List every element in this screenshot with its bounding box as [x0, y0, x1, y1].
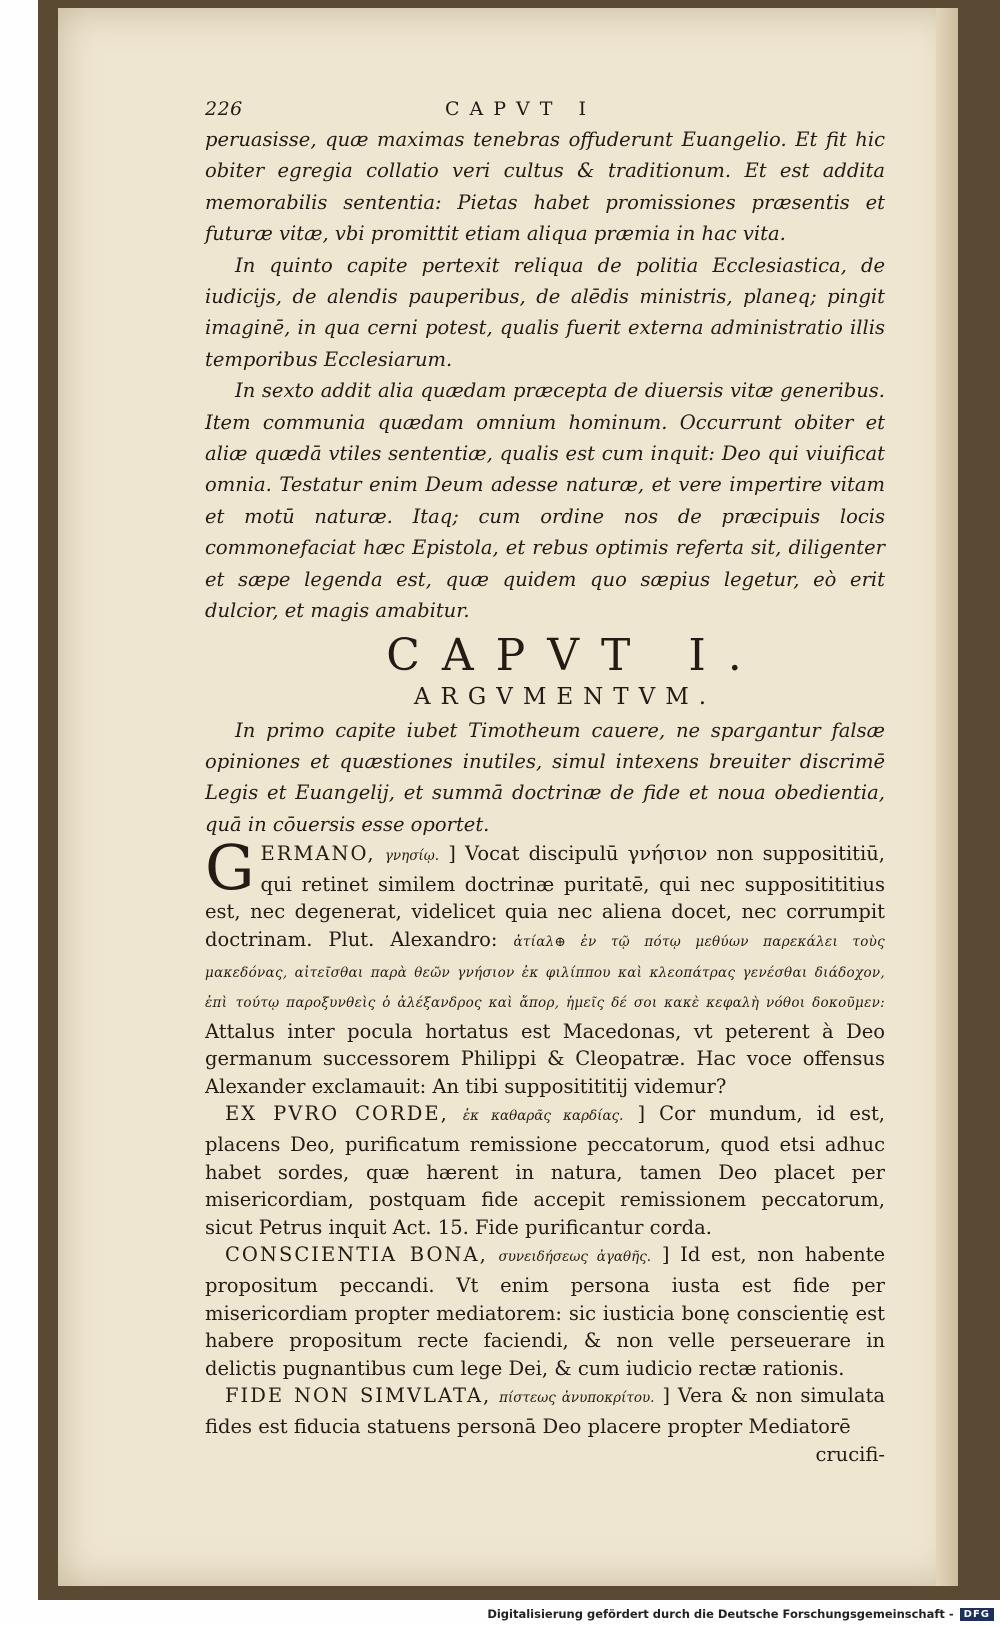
commentary-entry-conscientia-bona: [205, 1241, 885, 1382]
intro-paragraph-2: In quinto capite pertexit reliqua de politia Ecclesiastica, de iudicijs, de alendis pauperibus, de alēdis ministris, planeq; pingit imaginē, in qua cerni potest, qualis fuerit externa administratio illis temporibus Ecclesiarum.: [205, 253, 885, 371]
greek-gloss: γνησίῳ.: [384, 848, 439, 865]
argumentum-text: In primo capite iubet Timotheum cauere, ne spargantur falsæ opiniones et quæstiones inutiles, simul intexens breuiter discrimē Legis et Euangelij, et summā doctrinæ de fide et noua obedientia, quā in cōuersis esse oportet.: [205, 718, 885, 836]
greek-gloss: ἐκ καθαρᾶς καρδίας.: [462, 1108, 624, 1125]
intro-paragraph-1: peruasisse, quæ maximas tenebras offuderunt Euangelio. Et fit hic obiter egregia collatio veri cultus & traditionum. Et est addita memorabilis sententia: Pietas habet promissiones præsentis et futuræ vitæ, vbi promittit etiam aliqua præmia in hac vita.: [205, 128, 885, 246]
digitization-footer: [0, 1603, 1000, 1625]
footer-credit: Digitalisierung gefördert durch die Deutsche Forschungsgemeinschaft -: [487, 1607, 954, 1621]
running-head: [205, 98, 885, 124]
chapter-title: CAPVT I.: [386, 629, 764, 681]
page-text: [205, 98, 885, 1468]
commentary-text: ] Cor mundum, id est, placens Deo, purificatum remissione peccatorum, quod etsi adhuc habet sordes, quæ hærent in natura, tamen Deo placet per misericordiam, postquam fide accepit remissionem peccatorum, sicut Petrus inquit Act. 15. Fide purificantur corda.: [205, 1102, 886, 1239]
dfg-logo: DFG: [960, 1608, 994, 1621]
commentary-entry-germano: [205, 831, 886, 1100]
greek-gloss: συνειδήσεως ἀγαθῆς.: [498, 1249, 652, 1266]
commentary-text: ] Vera & non simulata fides est fiducia statuens personā Deo placere propter Mediatorē: [205, 1384, 886, 1438]
lemma: CONSCIENTIA BONA,: [225, 1243, 488, 1267]
greek-quote-line: μακεδόνας, αἰτεῖσθαι παρὰ θεῶν γνήσιον ἐκ φιλίππου καὶ κλεοπάτρας γενέσθαι διάδοχον, ἐπὶ: [205, 964, 885, 1012]
greek-quote-line: τούτῳ παροξυνθεὶς ὁ ἀλέξανδρος καὶ ἄπορ, ἡμεῖς δέ σοι κακὲ κεφαλὴ νόθοι δοκοῦμεν:: [235, 995, 885, 1012]
page-number: 226: [205, 98, 243, 120]
greek-quote-line: ἀτίαλ⊕ ἐν τῷ πότῳ μεθύων παρεκάλει τοὺς: [513, 933, 885, 950]
page-edge: [936, 8, 958, 1586]
running-title: CAPVT I: [445, 98, 596, 120]
drop-cap: G: [205, 831, 255, 905]
greek-gloss: πίστεως ἀνυποκρίτου.: [499, 1390, 655, 1407]
lemma: FIDE NON SIMVLATA,: [225, 1384, 492, 1408]
argumentum-title: ARGVMENTVM.: [413, 683, 717, 710]
catchword: crucifi-: [815, 1442, 885, 1466]
commentary-text: ] Id est, non habente propositum peccandi. Vt enim persona iusta est fide per misericordiam propter mediatorem: sic iusticia bonę conscientię est habere propositum recte faciendi, & non velle perseuerare in delictis pugnantibus cum lege Dei, & cum iudicio rectæ rationis.: [205, 1243, 886, 1380]
lemma: EX PVRO CORDE,: [225, 1102, 449, 1126]
commentary-entry-ex-puro-corde: [205, 1100, 885, 1241]
intro-paragraph-3: In sexto addit alia quædam præcepta de diuersis vitæ generibus. Item communia quædam omnium hominum. Occurrunt obiter et aliæ quædā vtiles sententiæ, qualis est cum inquit: Deo qui viuificat omnia. Testatur enim Deum adesse naturæ, et vere impertire vitam et motū naturæ. Itaq; cum ordine nos de præcipuis locis commonefaciat hæc Epistola, et rebus optimis referta sit, diligenter et sæpe legenda est, quæ quidem quo sæpius legetur, eò erit dulcior, et magis amabitur.: [205, 379, 885, 623]
commentary-text-after: Attalus inter pocula hortatus est Macedonas, vt peterent à Deo germanum successorem Philippi & Cleopatræ. Hac voce offensus Alexander exclamauit: An tibi suppositititij videmur?: [205, 1019, 885, 1098]
commentary-text: ] Vocat discipulū γνήσιον non supposititiū, qui retinet similem doctrinæ puritatē, qui nec suppositititius est, nec degenerat, videlicet quia nec aliena docet, nec corrumpit doctrinam. Plut. Alexandro:: [205, 842, 886, 951]
commentary-entry-fide-non-simulata: [205, 1382, 885, 1440]
lemma: ERMANO,: [260, 842, 376, 866]
